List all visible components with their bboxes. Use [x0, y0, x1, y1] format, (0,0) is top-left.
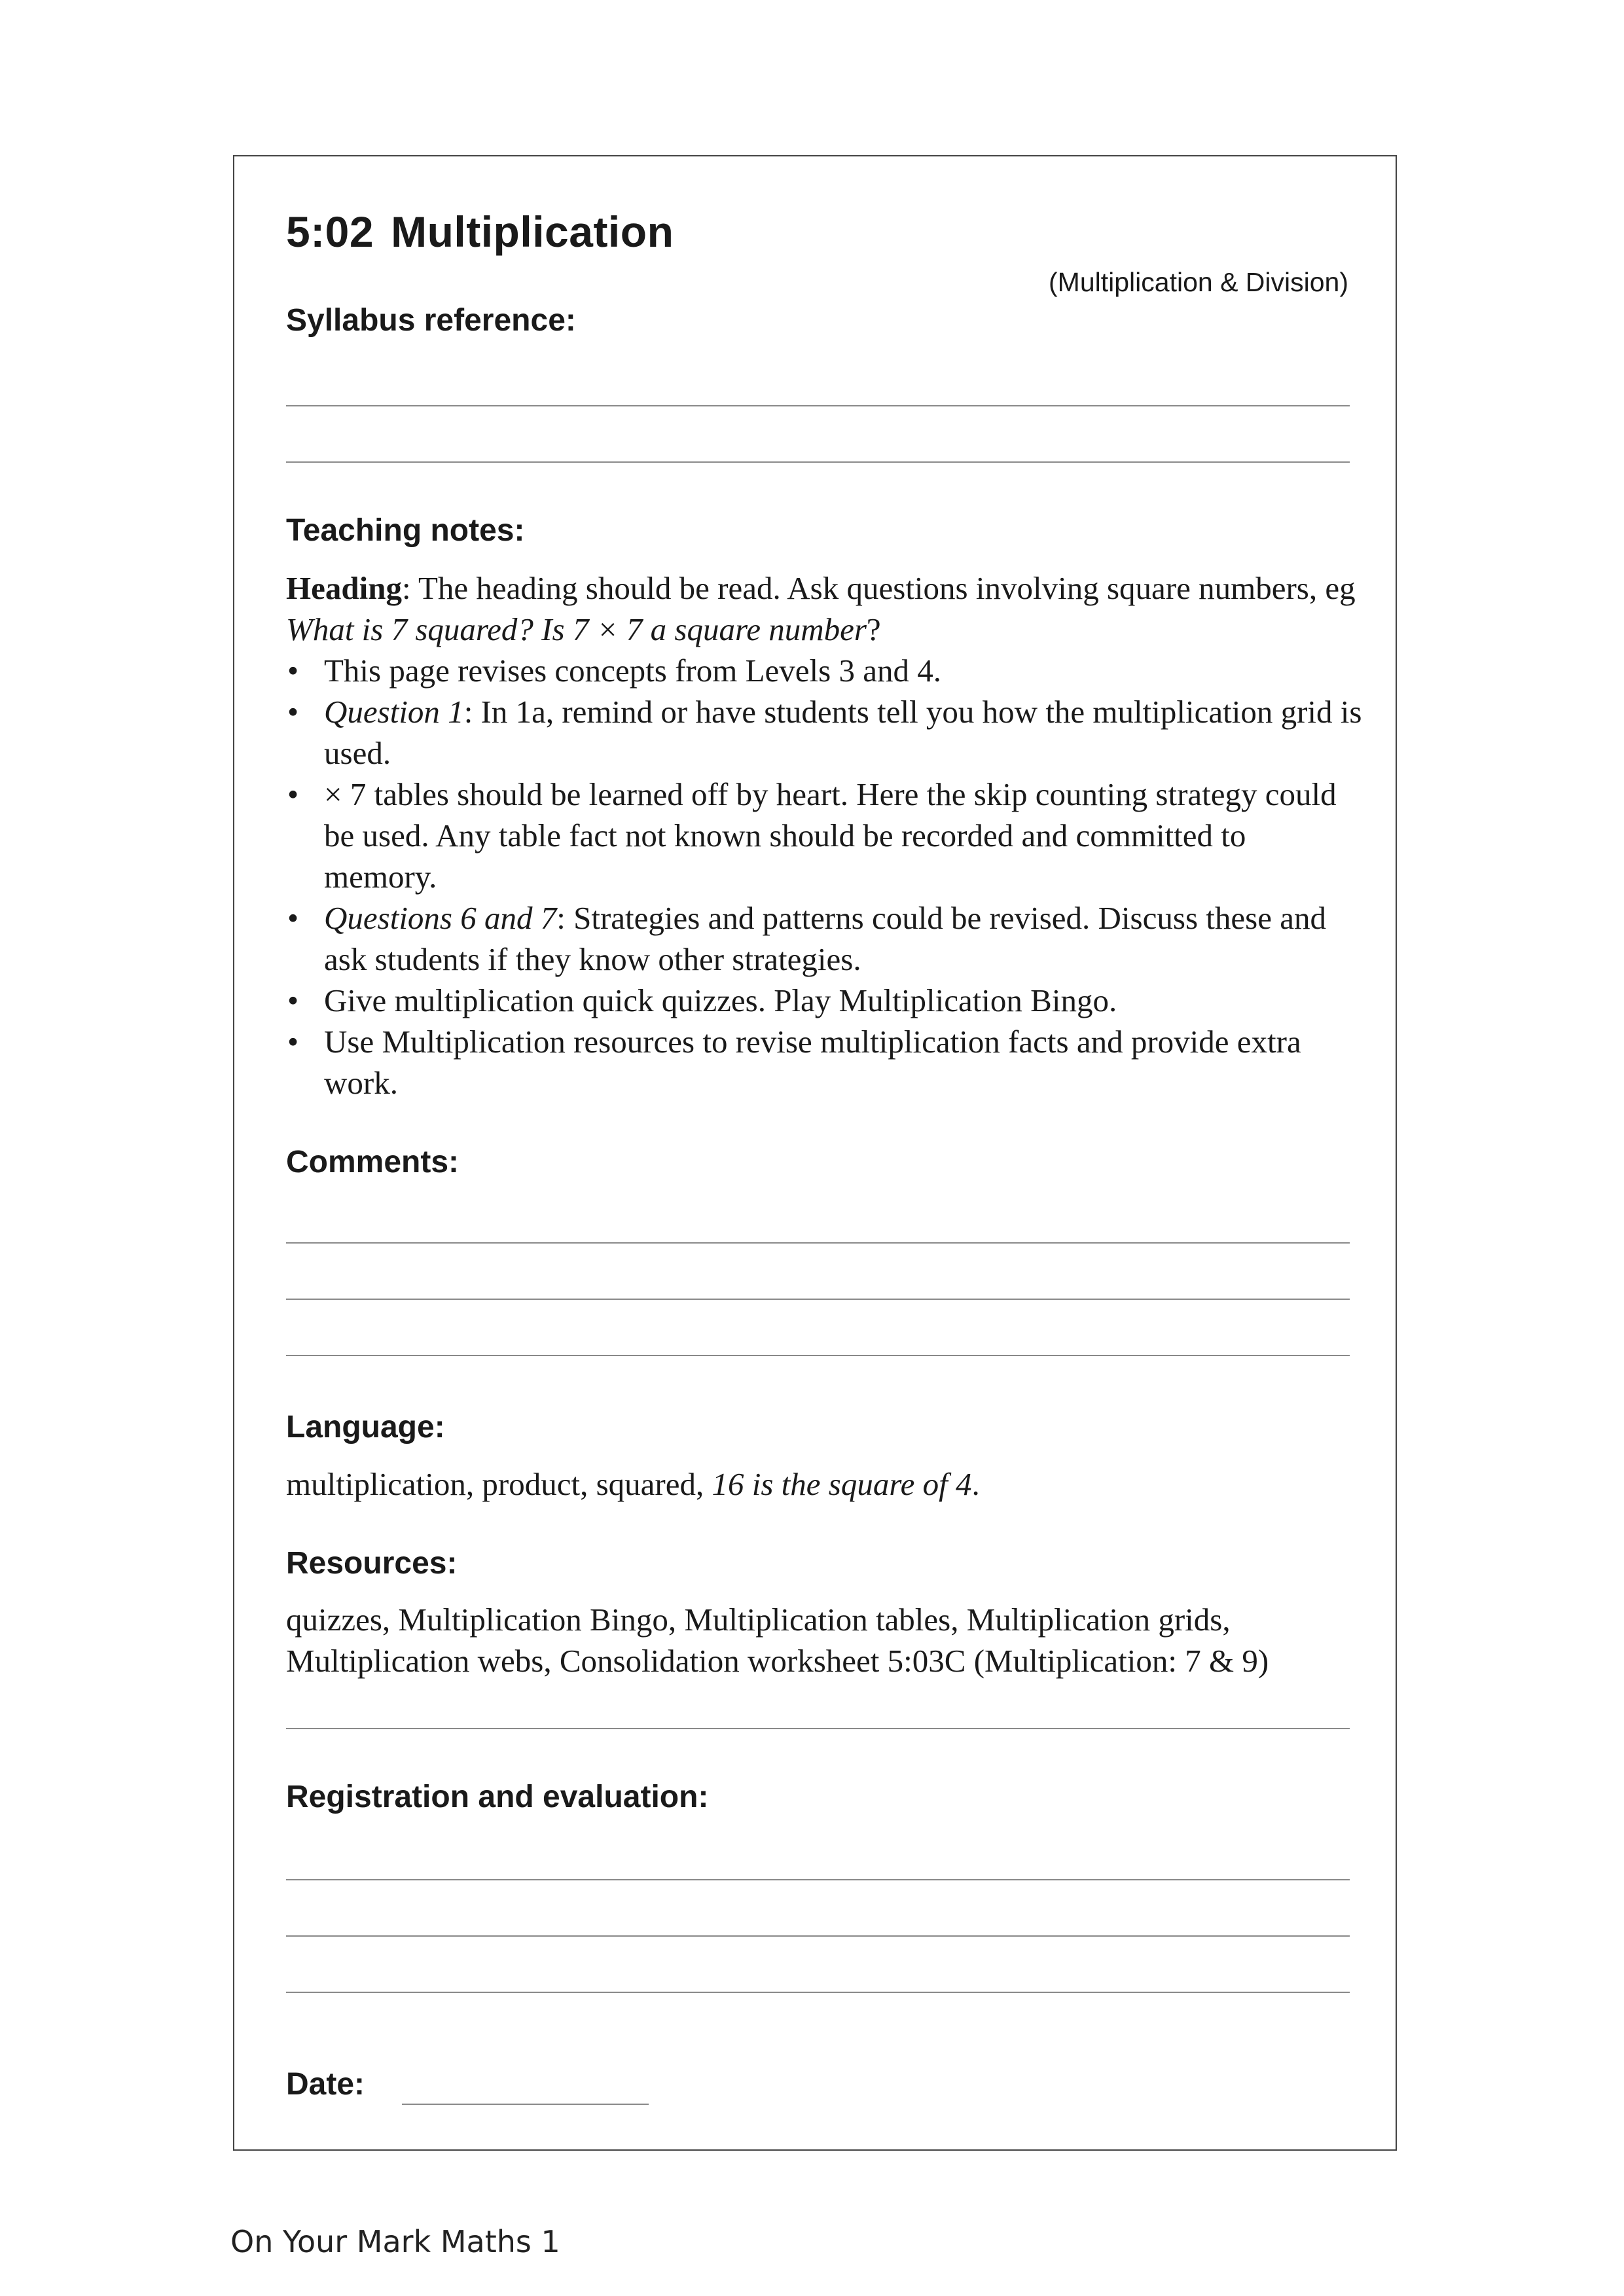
registration-heading: Registration and evaluation:	[286, 1780, 709, 1814]
intro-bold: Heading	[286, 570, 402, 606]
resources-text: quizzes, Multiplication Bingo, Multiplication tables, Multiplication grids, Multiplication webs, Consolidation worksheet 5:03C (Multiplication: 7 & 9)	[286, 1602, 1269, 1679]
date-label: Date:	[286, 2067, 365, 2102]
teaching-bullets	[286, 650, 1366, 1103]
resources-heading: Resources:	[286, 1546, 458, 1581]
teaching-notes-body	[286, 567, 1366, 1103]
section-number: 5:02	[286, 207, 374, 256]
list-item: • Use Multiplication resources to revise multiplication facts and provide extra work.	[286, 1021, 1366, 1103]
list-item: • Give multiplication quick quizzes. Play Multiplication Bingo.	[286, 980, 1366, 1021]
syllabus-heading: Syllabus reference:	[286, 303, 576, 338]
bullet-icon: •	[287, 653, 299, 689]
list-item: • This page revises concepts from Levels 3 and 4.	[286, 650, 1366, 691]
comments-line-3	[286, 1355, 1350, 1356]
comments-heading: Comments:	[286, 1145, 460, 1179]
bullet-icon: •	[287, 694, 299, 730]
resources-line	[286, 1728, 1350, 1729]
section-title: Multiplication	[391, 207, 674, 256]
list-item: • × 7 tables should be learned off by heart. Here the skip counting strategy could be used. Any table fact not known should be recorded and committed to memory.	[286, 774, 1366, 897]
list-item: • Questions 6 and 7: Strategies and patterns could be revised. Discuss these and ask students if they know other strategies.	[286, 897, 1366, 980]
language-heading: Language:	[286, 1410, 445, 1444]
syllabus-line-2	[286, 461, 1350, 463]
registration-line-3	[286, 1992, 1350, 1993]
list-item: • Question 1: In 1a, remind or have students tell you how the multiplication grid is used.	[286, 691, 1366, 774]
registration-line-2	[286, 1935, 1350, 1937]
syllabus-line-1	[286, 405, 1350, 406]
bullet-icon: •	[287, 1024, 299, 1060]
teaching-intro: Heading: The heading should be read. Ask questions involving square numbers, eg What is 7 squared? Is 7 × 7 a square number?	[286, 570, 1356, 647]
comments-line-2	[286, 1299, 1350, 1300]
bullet-icon: •	[287, 982, 299, 1018]
footer-text: On Your Mark Maths 1	[230, 2224, 560, 2259]
bullet-icon: •	[287, 900, 299, 936]
bullet-icon: •	[287, 776, 299, 812]
section-subtitle: (Multiplication & Division)	[1049, 267, 1348, 297]
teaching-notes-heading: Teaching notes:	[286, 513, 525, 548]
comments-line-1	[286, 1242, 1350, 1244]
language-text: multiplication, product, squared, 16 is the square of 4.	[286, 1466, 980, 1502]
page-title	[286, 207, 674, 257]
intro-italic: What is 7 squared? Is 7 × 7 a square number	[286, 611, 867, 647]
date-line	[402, 2104, 649, 2105]
registration-line-1	[286, 1879, 1350, 1880]
